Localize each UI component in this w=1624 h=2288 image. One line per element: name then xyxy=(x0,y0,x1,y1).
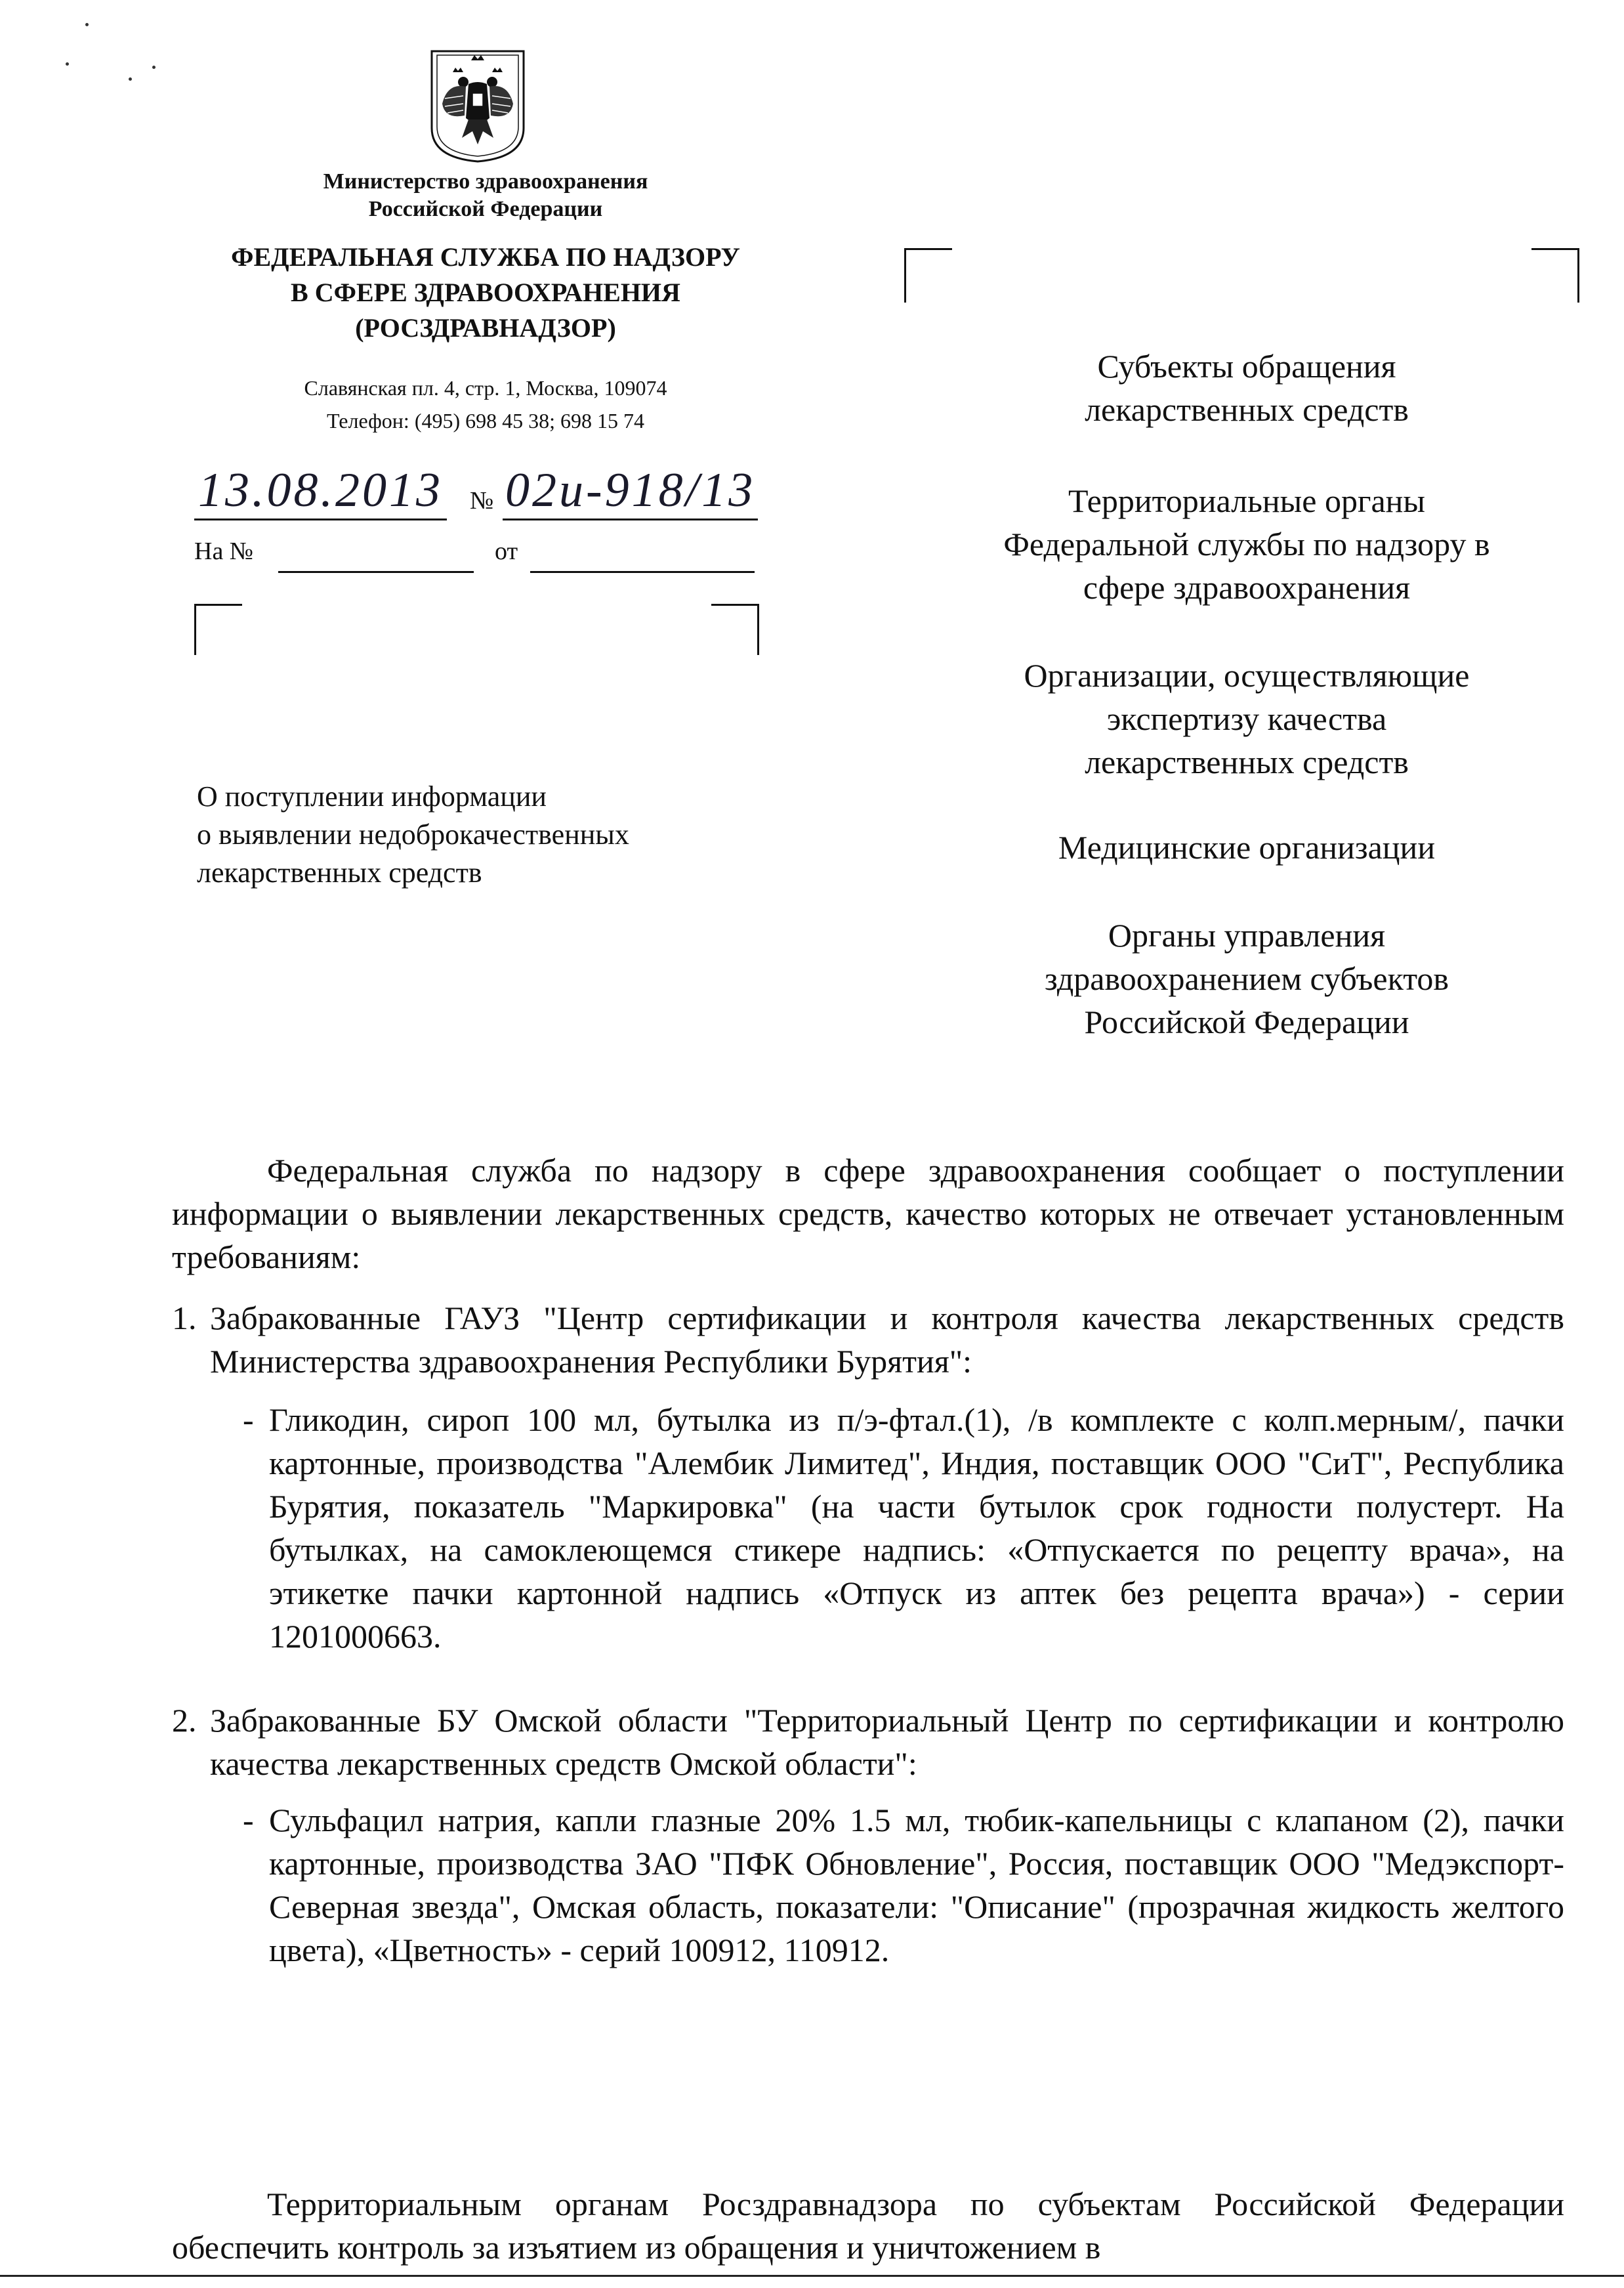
addressee-group-2 xyxy=(899,479,1594,609)
addressee-line: Медицинские организации xyxy=(1058,829,1436,866)
addressee-line: Организации, осуществляющие xyxy=(1024,657,1470,694)
scan-speck xyxy=(152,66,156,69)
address-line: Славянская пл. 4, стр. 1, Москва, 109074 xyxy=(304,376,667,400)
agency-address xyxy=(217,371,755,437)
dash-marker: - xyxy=(243,1802,254,1838)
list-item-text: Забракованные ГАУЗ "Центр сертификации и контроля качества лекарственных средств Министерства здравоохранения Республики Бурятия": xyxy=(210,1300,1564,1380)
scan-speck xyxy=(129,77,132,81)
ministry-name xyxy=(197,168,774,223)
agency-line-1: ФЕДЕРАЛЬНАЯ СЛУЖБА ПО НАДЗОРУ xyxy=(231,242,740,272)
registration-date: 13.08.2013 xyxy=(194,463,447,520)
subject-line-2: о выявлении недоброкачественных xyxy=(197,818,629,851)
body-final-paragraph: Территориальным органам Росздравнадзора по субъектам Российской Федерации обеспечить контроль за изъятием из обращения и уничтожением в xyxy=(172,2186,1564,2266)
detail-text: Сульфацил натрия, капли глазные 20% 1.5 мл, тюбик-капельницы с клапаном (2), пачки картонные, производства ЗАО "ПФК Обновление", Россия, поставщик ООО "Медэкспорт-Северная звезда", Омская область, показатели: "Описание" (прозрачная жидкость желтого цвета), «Цветность» - серий 100912, 110912. xyxy=(269,1802,1564,1968)
list-item-2 xyxy=(172,1699,1564,1785)
registration-number: 02и-918/13 xyxy=(503,463,758,520)
from-date-blank xyxy=(530,545,755,573)
list-item-2-detail xyxy=(243,1798,1564,1972)
scan-speck xyxy=(66,62,69,66)
reply-to-line xyxy=(194,537,785,576)
corner-mark-top-left xyxy=(194,604,242,655)
body-intro-paragraph: Федеральная служба по надзору в сфере здравоохранения сообщает о поступлении информации о выявлении лекарственных средств, качество которых не отвечает установленным требованиям: xyxy=(172,1152,1564,1275)
addressee-group-3 xyxy=(899,654,1594,784)
addressee-group-4 xyxy=(899,826,1594,869)
agency-line-3: (РОСЗДРАВНАДЗОР) xyxy=(355,313,616,343)
agency-name xyxy=(164,240,807,346)
ministry-line-2: Российской Федерации xyxy=(368,197,603,221)
addressee-line: Федеральной службы по надзору в xyxy=(1003,526,1490,562)
number-label: № xyxy=(470,487,494,515)
agency-line-2: В СФЕРЕ ЗДРАВООХРАНЕНИЯ xyxy=(291,278,680,307)
ministry-line-1: Министерство здравоохранения xyxy=(323,169,648,194)
letter-subject xyxy=(197,778,787,892)
list-item-1 xyxy=(172,1296,1564,1383)
addressee-line: экспертизу качества xyxy=(1106,700,1387,737)
scan-speck xyxy=(85,23,89,26)
corner-mark-top-right xyxy=(1531,248,1579,303)
list-item-1-detail xyxy=(243,1398,1564,1658)
addressee-line: здравоохранением субъектов xyxy=(1044,960,1449,997)
reply-to-number-blank xyxy=(278,545,474,573)
dash-marker: - xyxy=(243,1401,254,1438)
addressee-line: лекарственных средств xyxy=(1085,391,1409,428)
scan-bottom-edge xyxy=(0,2275,1624,2277)
addressee-line: Территориальные органы xyxy=(1068,482,1426,519)
addressee-group-1 xyxy=(899,345,1594,431)
reply-to-label: На № xyxy=(194,538,254,565)
subject-line-3: лекарственных средств xyxy=(197,857,482,889)
addressee-group-5 xyxy=(899,914,1594,1044)
addressee-line: Органы управления xyxy=(1108,917,1386,954)
list-item-text: Забракованные БУ Омской области "Территориальный Центр по сертификации и контролю качества лекарственных средств Омской области": xyxy=(210,1702,1564,1782)
list-item-number: 2. xyxy=(172,1702,197,1739)
list-item-number: 1. xyxy=(172,1300,197,1336)
corner-mark-top-left xyxy=(904,248,952,303)
addressee-line: Российской Федерации xyxy=(1084,1004,1409,1040)
addressee-line: лекарственных средств xyxy=(1085,744,1409,780)
russian-coat-of-arms-emblem xyxy=(425,46,530,164)
registration-line xyxy=(194,463,785,522)
corner-mark-top-right xyxy=(711,604,759,655)
addressee-line: Субъекты обращения xyxy=(1097,348,1396,385)
subject-line-1: О поступлении информации xyxy=(197,780,547,813)
phone-line: Телефон: (495) 698 45 38; 698 15 74 xyxy=(326,409,645,433)
detail-text: Гликодин, сироп 100 мл, бутылка из п/э-фтал.(1), /в комплекте с колп.мерным/, пачки картонные, производства "Алембик Лимитед", Индия, поставщик ООО "СиТ", Республика Бурятия, показатель "Маркировка" (на части бутылок срок годности полустерт. На бутылках, на самоклеющемся стикере надпись: «Отпускается по рецепту врача», на этикетке пачки картонной надпись «Отпуск из аптек без рецепта врача») - серии 1201000663. xyxy=(269,1401,1564,1655)
addressee-line: сфере здравоохранения xyxy=(1083,569,1411,606)
from-label: от xyxy=(495,538,518,565)
